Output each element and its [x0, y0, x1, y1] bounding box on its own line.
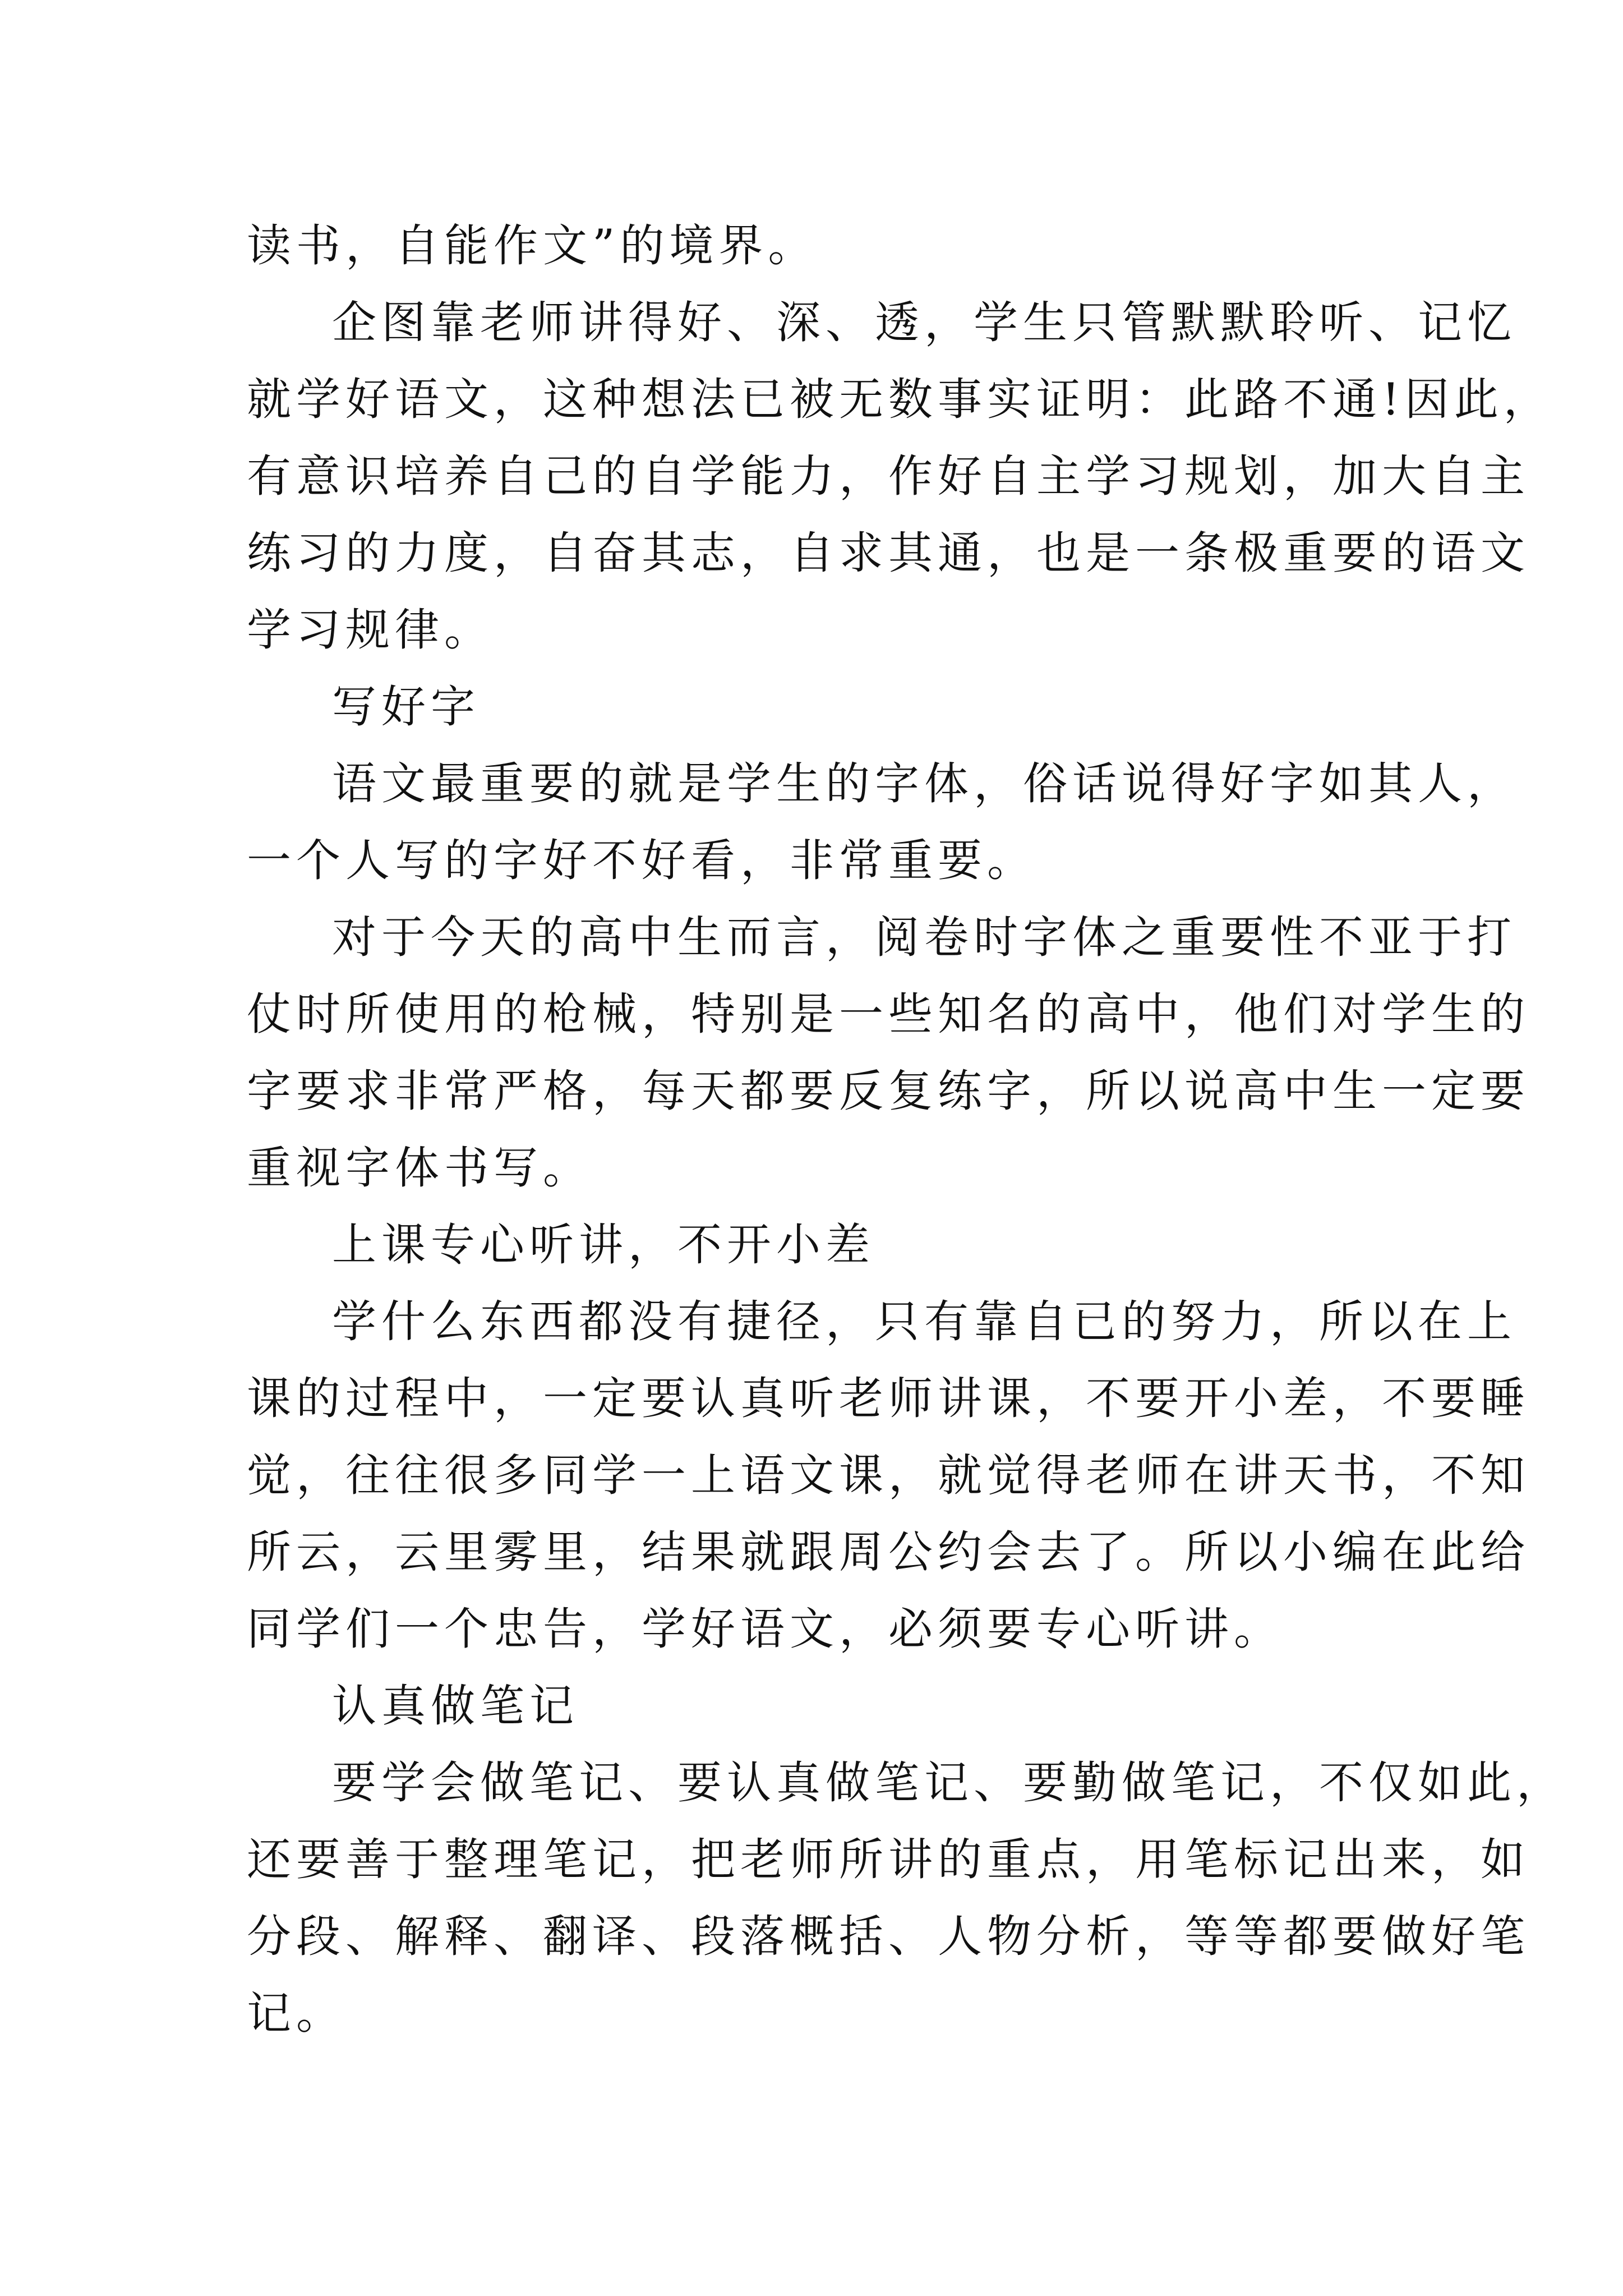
text-line: 重视字体书写。: [247, 1142, 592, 1194]
document-body: [247, 208, 1566, 2052]
text-line: 语文最重要的就是学生的字体，俗话说得好字如其人，: [332, 758, 1516, 809]
text-line: 读书，自能作文”的境界。: [247, 220, 818, 272]
text-line: 企图靠老师讲得好、深、透，学生只管默默聆听、记忆: [332, 297, 1516, 348]
text-line: 一个人写的字好不好看，非常重要。: [247, 835, 1036, 886]
text-line: 分段、解释、翻译、段落概括、人物分析，等等都要做好笔: [247, 1911, 1530, 1962]
section-heading: 写好字: [332, 681, 480, 733]
text-line: 练习的力度，自奋其志，自求其通，也是一条极重要的语文: [247, 527, 1530, 579]
text-line: 觉，往往很多同学一上语文课，就觉得老师在讲天书，不知: [247, 1450, 1530, 1501]
text-line: 对于今天的高中生而言，阅卷时字体之重要性不亚于打: [332, 912, 1516, 963]
text-line: 就学好语文，这种想法已被无数事实证明：此路不通!因此，: [247, 374, 1553, 425]
section-heading: 上课专心听讲，不开小差: [332, 1219, 875, 1271]
text-line: 学什么东西都没有捷径，只有靠自已的努力，所以在上: [332, 1296, 1516, 1347]
text-line: 字要求非常严格，每天都要反复练字，所以说高中生一定要: [247, 1065, 1530, 1117]
text-line: 课的过程中，一定要认真听老师讲课，不要开小差，不要睡: [247, 1373, 1530, 1424]
text-line: 要学会做笔记、要认真做笔记、要勤做笔记，不仅如此，: [332, 1757, 1566, 1809]
text-line: 同学们一个忠告，学好语文，必须要专心听讲。: [247, 1603, 1283, 1655]
text-line: 所云，云里雾里，结果就跟周公约会去了。所以小编在此给: [247, 1526, 1530, 1578]
text-line: 仗时所使用的枪械，特别是一些知名的高中，他们对学生的: [247, 988, 1530, 1040]
text-line: 还要善于整理笔记，把老师所讲的重点，用笔标记出来，如: [247, 1834, 1530, 1885]
section-heading: 认真做笔记: [332, 1680, 579, 1732]
text-line: 学习规律。: [247, 604, 494, 656]
text-line: 有意识培养自己的自学能力，作好自主学习规划，加大自主: [247, 450, 1530, 502]
text-line: 记。: [247, 1987, 345, 2039]
